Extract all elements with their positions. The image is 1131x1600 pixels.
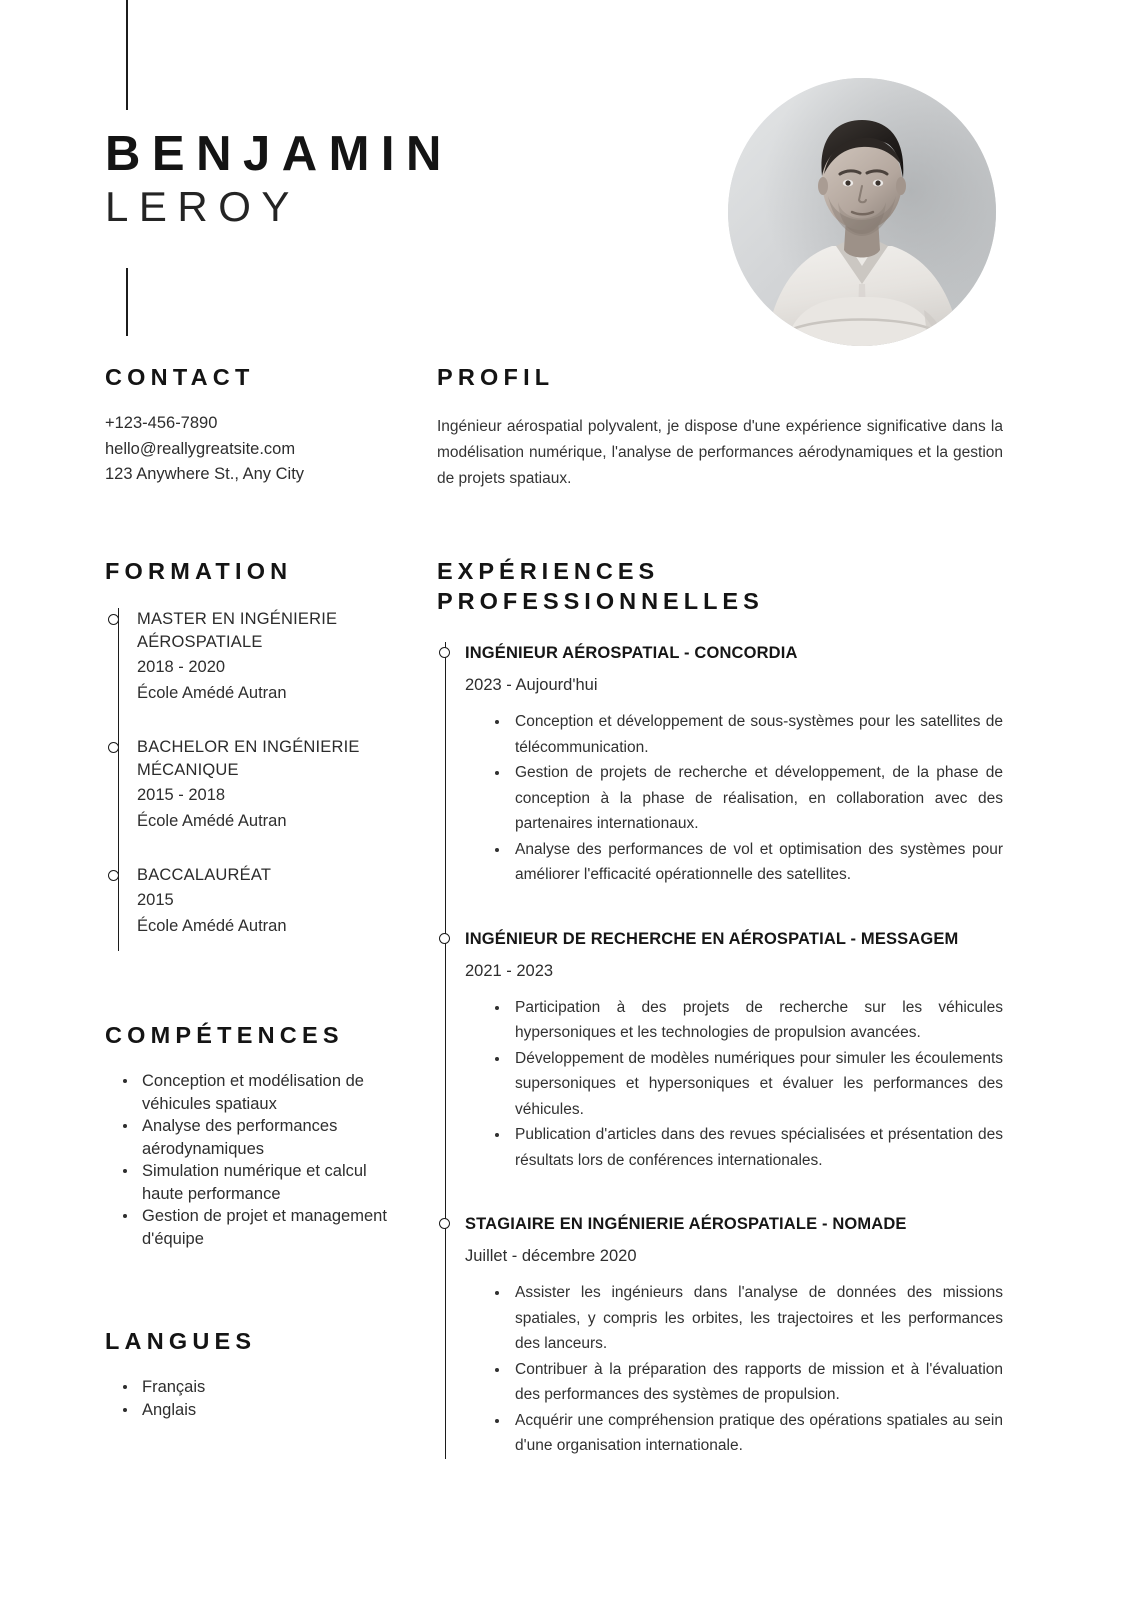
list-item: Simulation numérique et calcul haute performance [142,1160,405,1205]
list-item: Participation à des projets de recherche sur les véhicules hypersoniques et les technologies de propulsion avancées. [515,995,1003,1046]
avatar [728,78,996,346]
education-section [105,556,405,951]
list-item: Contribuer à la préparation des rapports de mission et à l'évaluation des performances des systèmes de propulsion. [515,1357,1003,1408]
education-timeline [105,608,405,951]
list-item: Assister les ingénieurs dans l'analyse de données des missions spatiales, y compris les orbites, les trajectoires et les performances des lanceurs. [515,1280,1003,1357]
list-item: Anglais [142,1399,405,1422]
education-item [137,864,405,951]
experience-timeline [437,642,1003,1459]
list-item: Français [142,1376,405,1399]
education-years: 2018 - 2020 [137,658,226,677]
profile-section [437,362,1003,492]
languages-heading: LANGUES [105,1328,257,1354]
portrait-photo-icon [728,78,996,346]
experience-item [465,642,1003,928]
skills-list [105,1070,405,1250]
last-name: LEROY [105,182,300,230]
experience-heading-line1: EXPÉRIENCES [437,558,660,584]
decorative-rule-top [126,0,128,110]
list-item: Gestion de projets de recherche et développement, de la phase de conception à la phase de réalisation, en collaboration avec des partenaires internationaux. [515,760,1003,837]
contact-section [105,362,405,488]
job-dates: 2023 - Aujourd'hui [465,676,598,695]
education-school: École Amédé Autran [137,684,287,703]
experience-heading-line2: PROFESSIONNELLES [437,588,764,615]
languages-section [105,1326,405,1421]
timeline-dot-icon [108,742,119,753]
timeline-dot-icon [108,870,119,881]
job-title: INGÉNIEUR AÉROSPATIAL - CONCORDIA [465,644,798,663]
education-degree: MASTER EN INGÉNIERIE AÉROSPATIALE [137,610,338,652]
profile-heading: PROFIL [437,364,555,390]
skills-heading: COMPÉTENCES [105,1022,344,1048]
education-school: École Amédé Autran [137,812,287,831]
languages-list [105,1376,405,1421]
decorative-rule-under-name [126,268,128,336]
job-title: INGÉNIEUR DE RECHERCHE EN AÉROSPATIAL - MESSAGEM [465,929,959,948]
job-bullets [465,995,1003,1174]
experience-item [465,928,1003,1214]
list-item: Analyse des performances aérodynamiques [142,1115,405,1160]
list-item: Développement de modèles numériques pour simuler les écoulements supersoniques et hypersoniques et évaluer les performances des véhicules. [515,1046,1003,1123]
education-degree: BACCALAURÉAT [137,866,272,885]
job-dates: 2021 - 2023 [465,961,554,980]
contact-phone: +123-456-7890 [105,414,218,433]
contact-heading: CONTACT [105,364,255,390]
contact-email: hello@reallygreatsite.com [105,439,296,458]
education-degree: BACHELOR EN INGÉNIERIE MÉCANIQUE [137,738,360,780]
skills-section [105,1020,405,1250]
name-header [105,128,705,232]
timeline-dot-icon [439,1218,450,1229]
education-item [137,736,405,864]
list-item: Acquérir une compréhension pratique des opérations spatiales au sein d'une organisation internationale. [515,1408,1003,1459]
list-item: Analyse des performances de vol et optimisation des systèmes pour améliorer l'efficacité opérationnelle des satellites. [515,837,1003,888]
experience-item [465,1213,1003,1459]
timeline-dot-icon [439,647,450,658]
education-school: École Amédé Autran [137,917,287,936]
experience-heading [437,556,1003,616]
contact-list [105,411,405,488]
first-name: BENJAMIN [105,127,453,181]
timeline-dot-icon [439,933,450,944]
education-item [137,608,405,736]
education-years: 2015 [137,891,174,910]
education-heading: FORMATION [105,558,293,584]
list-item: Gestion de projet et management d'équipe [142,1205,405,1250]
list-item: Conception et développement de sous-systèmes pour les satellites de télécommunication. [515,709,1003,760]
list-item: Conception et modélisation de véhicules spatiaux [142,1070,405,1115]
job-dates: Juillet - décembre 2020 [465,1247,637,1266]
education-years: 2015 - 2018 [137,786,226,805]
job-bullets [465,1280,1003,1459]
list-item: Publication d'articles dans des revues spécialisées et présentation des résultats lors de conférences internationales. [515,1122,1003,1173]
timeline-dot-icon [108,614,119,625]
contact-address: 123 Anywhere St., Any City [105,465,305,484]
job-title: STAGIAIRE EN INGÉNIERIE AÉROSPATIALE - NOMADE [465,1215,907,1234]
experience-section [437,556,1003,1459]
job-bullets [465,709,1003,888]
profile-text: Ingénieur aérospatial polyvalent, je dispose d'une expérience significative dans la modélisation numérique, l'analyse de performances aérodynamiques et la gestion de projets spatiaux. [437,418,1003,488]
